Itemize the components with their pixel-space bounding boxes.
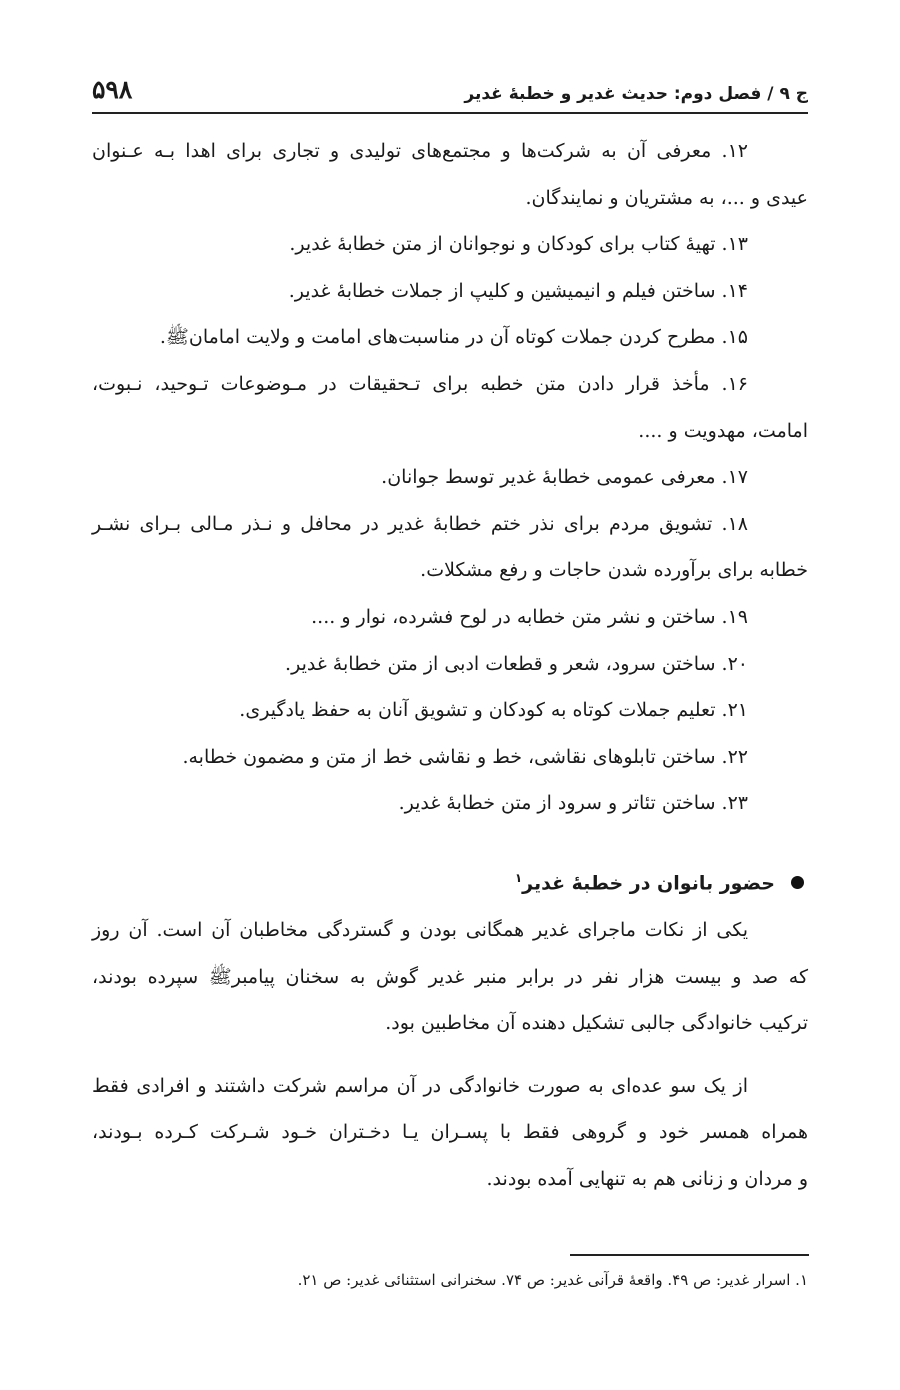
paragraph-2-line-3: و مردان و زنانی هم به تنهایی آمده بودند. [486,1167,808,1190]
list-item-12-line-1: ۱۲. معرفی آن به شرکت‌ها و مجتمع‌های تولیدی و تجاری برای اهدا بـه عـنوان [92,140,748,162]
section-title: حضور بانوان در خطبهٔ غدیر$^۱$ [514,871,775,895]
bullet-icon [791,876,804,889]
list-item-16-line-1: ۱۶. مأخذ قرار دادن متن خطبه برای تـحقیقات در مـوضوعات تـوحید، نـبوت، [92,372,748,395]
paragraph-2 [92,1063,808,1203]
paragraph-1-line-1: یکی از نکات ماجرای غدیر همگانی بودن و گستردگی مخاطبان آن است. آن روز [92,918,748,941]
list-item-18-line-2: خطابه برای برآورده شدن حاجات و رفع مشکلات. [420,559,808,582]
paragraph-1-line-3: ترکیب خانوادگی جالبی تشکیل دهنده آن مخاطبین بود. [385,1012,808,1035]
page-header [92,60,808,114]
paragraph-1-line-2: که صد و بیست هزار نفر در برابر منبر غدیر گوش به سخنان پیامبرﷺ سپرده بودند، [92,965,808,988]
list-item-16-line-2: امامت، مهدویت و .... [638,419,808,442]
list-item-23: ۲۳. ساختن تئاتر و سرود از متن خطابهٔ غدیر. [398,792,748,815]
footnote-separator [570,1254,809,1256]
list-item-19: ۱۹. ساختن و نشر متن خطابه در لوح فشرده، نوار و .... [311,605,748,628]
list-item-21: ۲۱. تعلیم جملات کوتاه به کودکان و تشویق آنان به حفظ یادگیری. [239,699,748,722]
paragraph-2-line-1: از یک سو عده‌ای به صورت خانوادگی در آن مراسم شرکت داشتند و افرادی فقط [92,1074,748,1097]
list-item-12-line-2: عیدی و ...، به مشتریان و نمایندگان. [525,186,808,209]
list-item-20: ۲۰. ساختن سرود، شعر و قطعات ادبی از متن خطابهٔ غدیر. [285,652,748,675]
suggestion-list [92,128,808,827]
list-item-17: ۱۷. معرفی عمومی خطابهٔ غدیر توسط جوانان. [381,466,748,489]
list-item-14: ۱۴. ساختن فیلم و انیمیشین و کلیپ از جملات خطابهٔ غدیر. [288,279,748,302]
running-head: ج ۹ / فصل دوم: حدیث غدیر و خطبهٔ غدیر [464,84,808,104]
list-item-15: ۱۵. مطرح کردن جملات کوتاه آن در مناسبت‌های امامت و ولایت امامانﷺ. [159,326,748,349]
section-heading [92,859,808,907]
book-page [92,60,808,1202]
list-item-22: ۲۲. ساختن تابلوهای نقاشی، خط و نقاشی خط از متن و مضمون خطابه. [182,745,748,768]
paragraph-1 [92,907,808,1047]
paragraph-2-line-2: همراه همسر خود و گروهی فقط با پسـران یـا دخـتران خـود شـرکت کـرده بـودند، [92,1121,808,1144]
page-number: ۵۹۸ [92,75,133,104]
footnote-marker: ۱ [514,871,523,886]
list-item-13: ۱۳. تهیهٔ کتاب برای کودکان و نوجوانان از متن خطابهٔ غدیر. [289,233,748,256]
footnote: ۱. اسرار غدیر: ص ۴۹. واقعهٔ قرآنی غدیر: ص ۷۴. سخنرانی استثنائی غدیر: ص ۲۱. [297,1271,808,1289]
list-item-18-line-1: ۱۸. تشویق مردم برای نذر ختم خطابهٔ غدیر در محافل و نـذر مـالی بـرای نشـر [92,512,748,535]
